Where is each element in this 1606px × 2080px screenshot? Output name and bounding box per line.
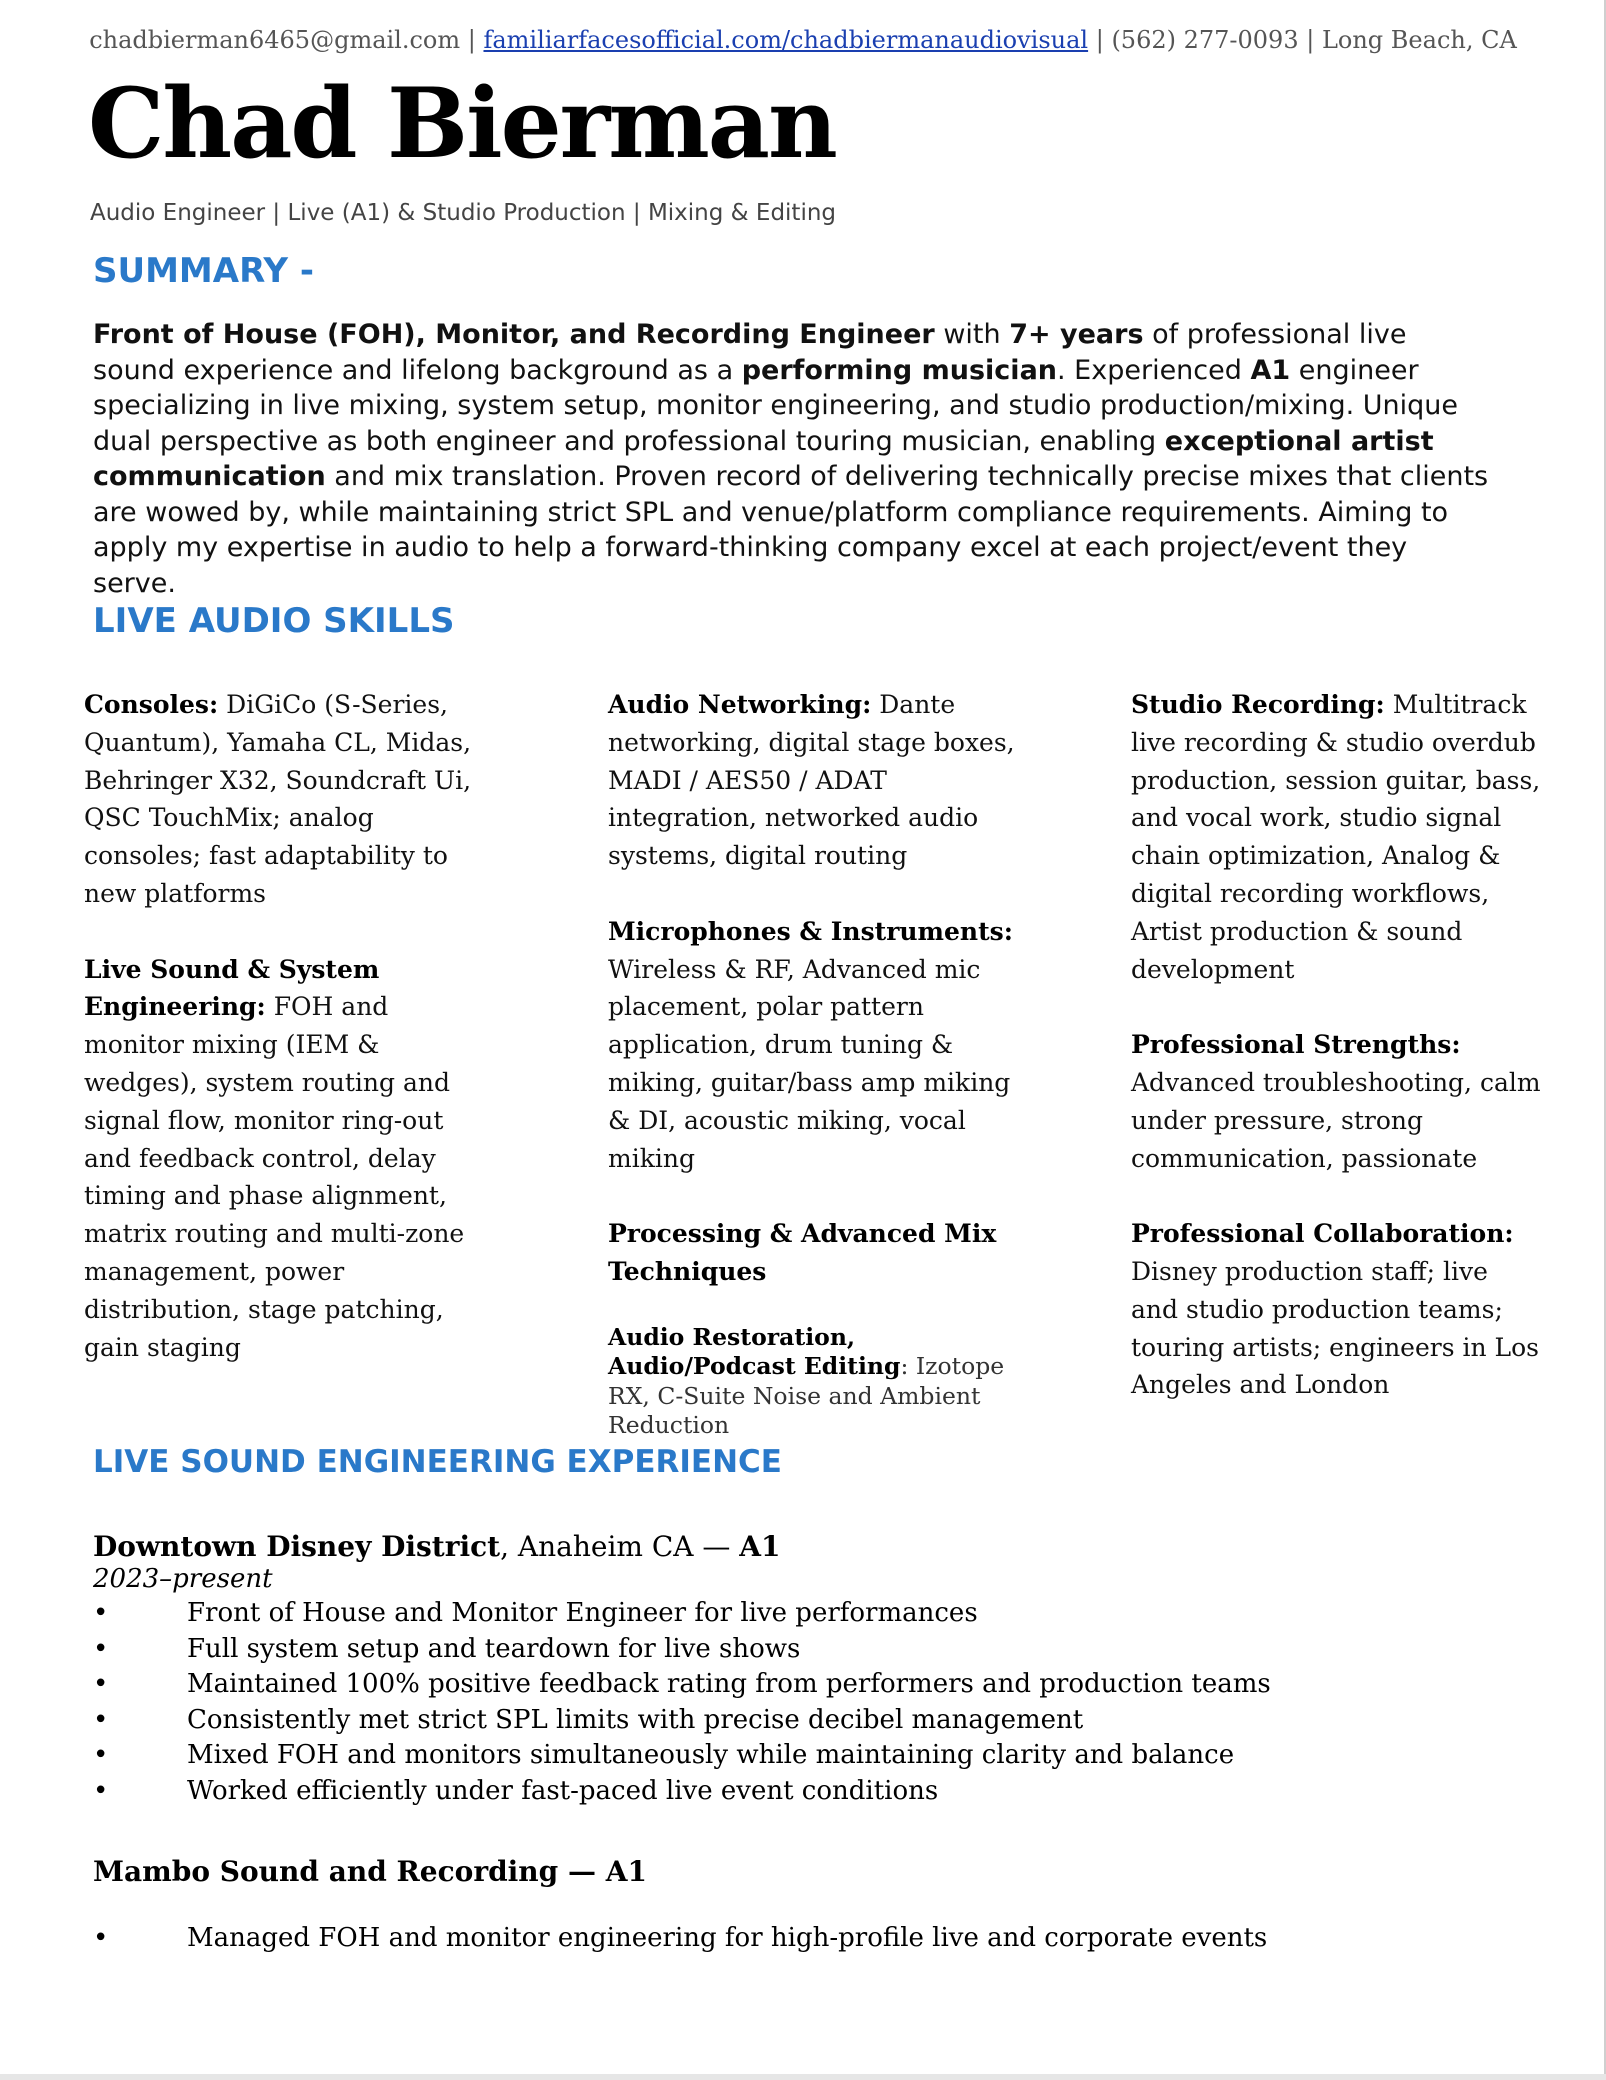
bullet-text: Managed FOH and monitor engineering for high-profile live and corporate events [187,1923,1268,1953]
contact-separator: | [1298,26,1322,54]
skill-label: Professional Collaboration: [1131,1219,1514,1249]
list-item [93,1596,1271,1632]
skill-label: Consoles: [84,690,219,719]
summary-heading: SUMMARY - [93,251,314,291]
skill-label: Processing & Advanced Mix Techniques [608,1219,997,1286]
page-edge-bottom [0,2074,1606,2080]
skills-column-1 [84,686,494,1404]
bullet-text: Consistently met strict SPL limits with precise decibel management [187,1704,1084,1735]
list-item [93,1921,1267,1957]
job-bullets-mambo [93,1921,1267,1957]
skill-text: FOH and monitor mixing (IEM & wedges), system routing and signal flow, monitor ring-out and feedback control, delay timing and phase alignment, matrix routing and multi-zone management, power distribution, stage patching, gain staging [84,992,465,1362]
bullet-dot: • [93,1775,109,1806]
bullet-dot: • [93,1923,109,1953]
skill-text: : Izotope RX, C-Suite Noise and Ambient Reduction [608,1352,1005,1440]
skill-text: Dante networking, digital stage boxes, MADI / AES50 / ADAT integration, networked audio systems, digital routing [608,690,1015,871]
list-item [93,1667,1271,1703]
summary-text: engineer specializing in live mixing, system setup, monitor engineering, and studio production/mixing. Unique dual perspective as both engineer and professional touring musician, enabling [93,354,1459,457]
bullet-text: Maintained 100% positive feedback rating from performers and production teams [187,1669,1271,1699]
summary-text: with [934,319,1010,350]
skill-label: Audio Networking: [608,690,872,719]
summary-bold-musician: performing musician [741,354,1058,386]
job-title-disney [93,1530,781,1563]
skill-label: Professional Strengths: [1131,1030,1461,1060]
skill-processing [608,1215,1018,1291]
skill-label: Live Sound & System Engineering: [84,954,380,1022]
contact-location: Long Beach, CA [1321,26,1517,54]
candidate-name: Chad Bierman [88,67,836,180]
bullet-text: Front of House and Monitor Engineer for live performances [187,1598,978,1628]
summary-bold-communication: exceptional artist communication [93,425,1434,492]
skills-column-3 [1131,686,1541,1442]
list-item [93,1738,1271,1774]
skill-text: Disney production staff; live and studio production teams; touring artists; engineers in Los Angeles and London [1131,1256,1540,1400]
bullet-dot: • [93,1704,109,1735]
bullet-dot: • [93,1669,109,1699]
bullet-dot: • [93,1598,109,1628]
contact-separator: | [460,26,484,54]
job-org: Mambo Sound and Recording [93,1855,559,1888]
skill-live-sound [84,951,494,1367]
bullet-dot: • [93,1633,109,1664]
experience-heading: LIVE SOUND ENGINEERING EXPERIENCE [93,1444,782,1480]
job-dates-disney: 2023–present [93,1564,273,1594]
skill-networking [608,686,1018,875]
list-item [93,1632,1271,1668]
job-title-mambo [93,1855,647,1888]
skill-consoles [84,686,494,913]
skill-label: Audio Restoration, Audio/Podcast Editing [608,1322,901,1381]
job-role: A1 [605,1855,647,1888]
job-separator: — [558,1855,606,1888]
list-item [93,1774,1271,1810]
summary-text: . Experienced [1057,354,1251,386]
skill-microphones [608,913,1018,1178]
bullet-dot: • [93,1740,109,1770]
skill-text: Multitrack live recording & studio overdub production, session guitar, bass, and vocal work, studio signal chain optimization, Analog & digital recording workflows, Artist production & sound development [1131,690,1541,984]
bullet-text: Worked efficiently under fast-paced live event conditions [187,1775,939,1806]
contact-phone: (562) 277-0093 [1111,26,1299,54]
skill-text: Advanced troubleshooting, calm under pressure, strong communication, passionate [1131,1067,1541,1173]
skills-heading: LIVE AUDIO SKILLS [93,601,455,641]
contact-email: chadbierman6465@gmail.com [89,26,461,54]
job-org: Downtown Disney District [93,1530,501,1563]
skill-text: DiGiCo (S-Series, Quantum), Yamaha CL, Midas, Behringer X32, Soundcraft Ui, QSC TouchMix; analog consoles; fast adaptability to new platforms [84,690,472,908]
skill-label: Studio Recording: [1131,690,1385,719]
job-location: , Anaheim CA — [500,1530,740,1563]
bullet-text: Full system setup and teardown for live shows [187,1633,801,1664]
skill-text: Wireless & RF, Advanced mic placement, polar pattern application, drum tuning & miking, guitar/bass amp miking & DI, acoustic miking, vocal miking [608,954,1011,1173]
summary-bold-years: 7+ years [1009,319,1144,350]
job-bullets-disney [93,1596,1271,1809]
contact-separator: | [1088,26,1112,54]
skill-collaboration [1131,1215,1541,1404]
summary-text: and mix translation. Proven record of delivering technically precise mixes that clients are wowed by, while maintaining strict SPL and venue/platform compliance requirements. Aiming to apply my expertise in audio to help a forward-thinking company excel at each project/event they serve. [93,461,1489,599]
summary-text: of professional live sound experience and lifelong background as a [93,319,1407,386]
candidate-tagline: Audio Engineer | Live (A1) & Studio Production | Mixing & Editing [90,200,837,226]
summary-bold-a1: A1 [1250,354,1291,386]
skill-label: Microphones & Instruments: [608,916,1013,946]
bullet-text: Mixed FOH and monitors simultaneously while maintaining clarity and balance [187,1740,1235,1770]
contact-line [0,26,1606,54]
summary-bold-role: Front of House (FOH), Monitor, and Recording Engineer [93,319,935,350]
skill-strengths [1131,1026,1541,1177]
job-role: A1 [739,1530,781,1563]
contact-website-link[interactable]: familiarfacesofficial.com/chadbiermanaudiovisual [483,26,1089,54]
skills-column-2 [608,686,1018,1478]
list-item [93,1703,1271,1739]
skill-studio-recording [1131,686,1541,988]
summary-paragraph [93,317,1493,601]
skill-restoration [608,1323,1018,1441]
